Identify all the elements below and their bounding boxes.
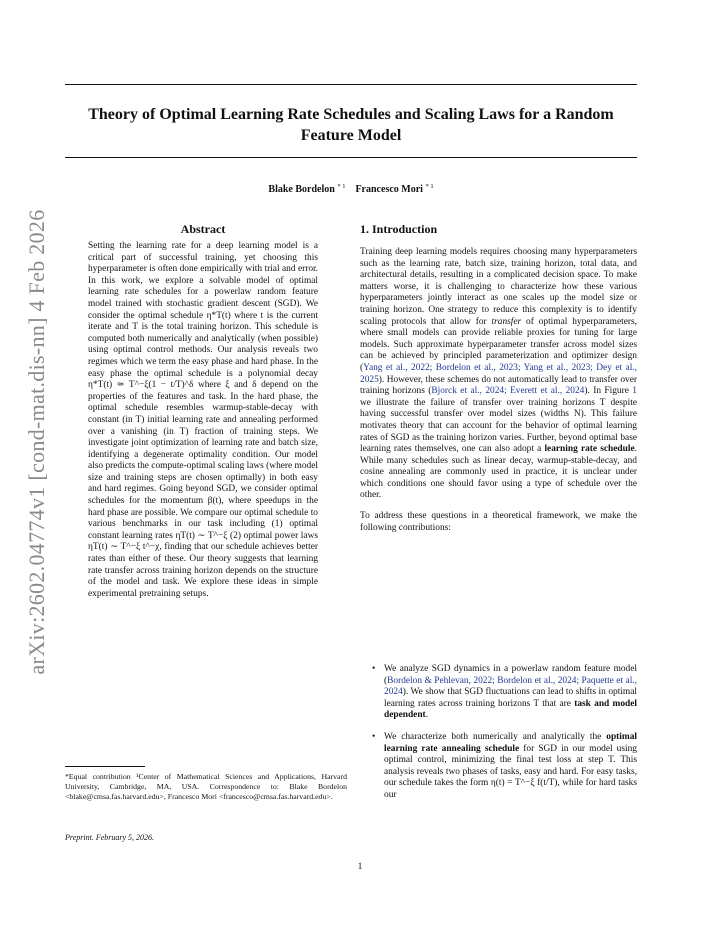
text-run: we illustrate the failure of transfer over training horizons T despite having successful transfer over model sizes (widths N). This failure motivates theory that can account for the behavior of optimal learning rates of SGD as the training horizon varies. Further, beyond optimal base learning rates themselves, one can also adopt a [360, 397, 637, 455]
bullet-icon: • [372, 731, 376, 742]
author-name: Blake Bordelon [268, 184, 335, 195]
abstract-heading: Abstract [180, 222, 226, 236]
title-bottom-rule [65, 157, 637, 158]
contribution-list [372, 664, 637, 812]
citation-link[interactable]: Yang et al., 2022; Bordelon et al., 2023; Yang et al., 2023; Dey et al., 2025 [360, 362, 637, 385]
text-run: ). In Figure [584, 386, 633, 397]
figure-link[interactable]: 1 [632, 386, 637, 397]
author-affiliation-mark: * 1 [337, 183, 346, 190]
text-run: of optimal hyperparameters, where small models can provide reliable proxies for tuning for large models. Such approximate hyperparameter transfer across model sizes can be achieved by principled parameterization and optimizer design ( [360, 316, 638, 373]
text-run: We analyze SGD dynamics in a powerlaw random feature model ( [384, 664, 637, 686]
citation-link[interactable]: Bordelon & Pehlevan, 2022; Bordelon et al., 2024; Paquette et al., 2024 [384, 675, 637, 698]
text-bold: task and model dependent [384, 698, 637, 721]
page-number: 1 [357, 862, 363, 872]
list-item [372, 664, 637, 722]
intro-paragraph [360, 247, 637, 502]
text-run: ). However, these schemes do not automatically lead to transfer over training horizons ( [360, 374, 637, 397]
text-bold: learning rate schedule [544, 444, 635, 455]
text-run: Training deep learning models requires choosing many hyperparameters such as the learning rate, batch size, training horizon, total data, and architectural details, resulting in a complicated decision space. To make matters worse, it is challenging to characterize how these various hyperparameters jointly interact as one scales up the model size or training horizon. One strategy to reduce this complexity is to identify scaling protocols that allow for [360, 247, 637, 327]
paper-title: Theory of Optimal Learning Rate Schedules and Scaling Laws for a Random Feature Model [88, 106, 614, 144]
author-line [65, 183, 637, 195]
text-emphasis: transfer [491, 316, 522, 327]
author-affiliation-mark: * 1 [425, 183, 434, 190]
intro-body [360, 247, 637, 543]
footnote-rule [65, 766, 145, 767]
text-bold: optimal learning rate annealing schedule [384, 731, 637, 754]
title-top-rule [65, 84, 637, 85]
text-run: ). We show that SGD fluctuations can lead to shifts in optimal learning rates across training horizons T that are [384, 687, 637, 709]
intro-heading: 1. Introduction [360, 222, 438, 236]
abstract-text: Setting the learning rate for a deep learning model is a critical part of successful training, yet choosing this hyperparameter is often done empirically with trial and error. In this work, we explore a solvable model of optimal learning rate schedules for a powerlaw random feature model trained with stochastic gradient descent (SGD). We consider the optimal schedule η*T(t) where t is the current iterate and T is the total training horizon. This schedule is computed both numerically and analytically (when possible) using optimal control methods. Our analysis reveals two regimes which we term the easy phase and hard phase. In the easy phase the optimal schedule is a polynomial decay η*T(t) ≃ T^−ξ(1 − t/T)^δ where ξ and δ depend on the properties of the features and task. In the hard phase, the optimal schedule resembles warmup-stable-decay with constant (in T) initial learning rate and annealing performed over a vanishing (in T) fraction of training steps. We investigate joint optimization of learning rate and batch size, identifying a degenerate optimality condition. Our model also predicts the compute-optimal scaling laws (where model size and training steps are chosen optimally) in both easy and hard regimes. Going beyond SGD, we consider optimal schedules for the momentum β(t), where speedups in the hard phase are possible. We compare our optimal schedule to various benchmarks in our task including (1) optimal constant learning rates ηT(t) ∼ T^−ξ (2) optimal power laws ηT(t) ∼ T^−ξ t^−χ, finding that our schedule achieves better rates than either of these. Our theory suggests that learning rate transfer across training horizon depends on the structure of the model and task. We explore these ideas in simple experimental pretraining setups. [88, 241, 318, 599]
intro-paragraph: To address these questions in a theoretical framework, we make the following contributions: [360, 511, 637, 533]
preprint-note: Preprint. February 5, 2026. [65, 833, 155, 842]
text-run: . While many schedules such as linear decay, warmup-stable-decay, and cosine annealing are commonly used in practice, it is unclear under which conditions one should favor using a type of schedule over the other. [360, 444, 637, 501]
text-run: for SGD in our model using optimal control, minimizing the final test loss at step T. This analysis reveals two phases of tasks, easy and hard. For easy tasks, our schedule takes the form η(t) = T^−ξ f(t/T), while for hard tasks our [384, 743, 637, 800]
list-item [372, 732, 637, 802]
arxiv-id: arXiv:2602.04774v1 [cond-mat.dis-nn] 4 Feb 2026 [24, 209, 49, 675]
footnote-text: *Equal contribution ¹Center of Mathematical Sciences and Applications, Harvard University, Cambridge, MA, USA. Correspondence to: Blake Bordelon <blake@cmsa.fas.harvard.edu>, Francesco Mori <francesco@cmsa.fas.harvard.edu>. [65, 772, 347, 801]
bullet-icon: • [372, 664, 376, 674]
text-run: . [425, 710, 429, 721]
text-run: We characterize both numerically and analytically the [384, 731, 607, 742]
citation-link[interactable]: Bjorck et al., 2024; Everett et al., 2024 [431, 386, 585, 397]
author-name: Francesco Mori [355, 184, 423, 195]
